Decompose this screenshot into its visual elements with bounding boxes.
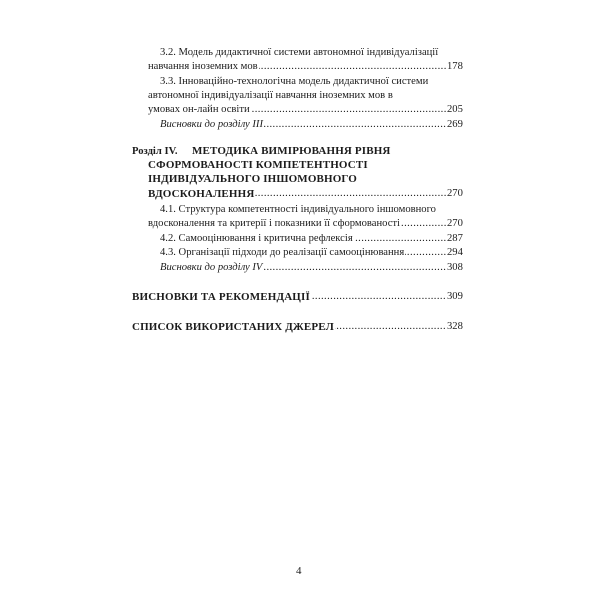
toc-entry-conclusions-4-text: Висновки до розділу IV — [160, 262, 263, 273]
toc-page-references: 328 — [447, 321, 463, 332]
toc-entry-4-1-line-1: 4.1. Структура компетентності індивідуального іншомовного — [160, 204, 436, 215]
toc-page-conclusions-3: 269 — [447, 119, 463, 130]
toc-entry-references-text: СПИСОК ВИКОРИСТАНИХ ДЖЕРЕЛ — [132, 321, 334, 333]
toc-entry-3-3-line-3 — [148, 103, 446, 117]
toc-entry-3-3-text: умовах он-лайн освіти — [148, 104, 250, 115]
chapter-4-title-line-3: ІНДИВІДУАЛЬНОГО ІНШОМОВНОГО — [148, 173, 358, 185]
toc-page-conclusions-4: 308 — [447, 262, 463, 273]
toc-entry-3-2-line-1: 3.2. Модель дидактичної системи автономної індивідуалізації — [160, 47, 439, 58]
toc-entry-4-1-text: вдосконалення та критерії і показники її сформованості — [148, 218, 400, 229]
toc-entry-conclusions-3 — [160, 118, 446, 132]
toc-entry-conclusions — [132, 290, 446, 305]
toc-entry-3-3-line-1: 3.3. Інноваційно-технологічна модель дидактичної системи — [160, 76, 429, 87]
chapter-4-title-line-1: МЕТОДИКА ВИМІРЮВАННЯ РІВНЯ — [192, 145, 391, 157]
toc-entry-3-2-text: навчання іноземних мов — [148, 61, 258, 72]
chapter-4-title-line-4 — [148, 187, 446, 202]
toc-entry-conclusions-3-text: Висновки до розділу ІІІ — [160, 119, 263, 130]
chapter-4-title-line-2: СФОРМОВАНОСТІ КОМПЕТЕНТНОСТІ — [148, 159, 368, 171]
chapter-4-title-last: ВДОСКОНАЛЕННЯ — [148, 188, 255, 200]
toc-entry-conclusions-text: ВИСНОВКИ ТА РЕКОМЕНДАЦІЇ — [132, 291, 310, 303]
toc-entry-references — [132, 320, 446, 335]
toc-entry-4-3 — [160, 246, 446, 260]
toc-page-4-3: 294 — [447, 247, 463, 258]
toc-page-chapter-4: 270 — [447, 188, 463, 199]
toc-page-4-1: 270 — [447, 218, 463, 229]
toc-page-conclusions: 309 — [447, 291, 463, 302]
toc-entry-4-3-text: 4.3. Організації підходи до реалізації самооцінювання — [160, 247, 405, 258]
toc-page-4-2: 287 — [447, 233, 463, 244]
toc-page-3-2: 178 — [447, 61, 463, 72]
toc-page-3-3: 205 — [447, 104, 463, 115]
toc-entry-4-2-text: 4.2. Самооцінювання і критична рефлексія — [160, 233, 353, 244]
page-number: 4 — [296, 565, 302, 577]
chapter-4-label: Розділ IV. — [132, 146, 178, 157]
toc-entry-4-1-line-2 — [148, 217, 446, 231]
toc-entry-3-3-line-2: автономної індивідуалізації навчання іноземних мов в — [148, 90, 393, 101]
toc-entry-4-2 — [160, 232, 446, 246]
toc-entry-3-2-line-2 — [148, 60, 446, 74]
toc-entry-conclusions-4 — [160, 261, 446, 275]
